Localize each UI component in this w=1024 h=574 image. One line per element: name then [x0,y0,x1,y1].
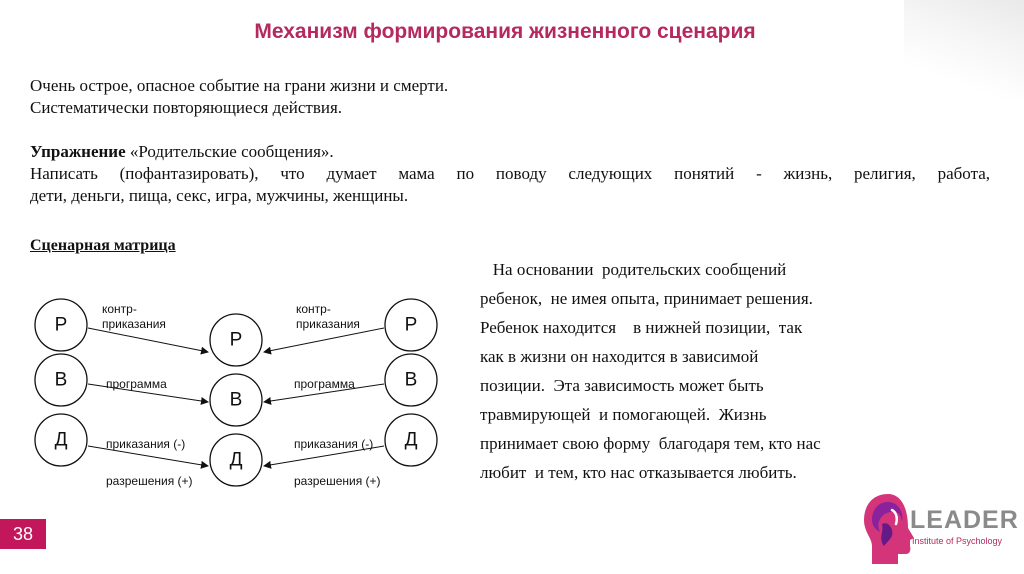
head-silhouette-icon [858,488,918,568]
explanation-line: любит и тем, кто нас отказывается любить. [480,463,797,482]
right-counter-orders-2: приказания [296,317,360,331]
left-child-letter: Д [54,429,68,451]
left-counter-orders-1: контр- [102,302,137,316]
exercise-line [30,141,990,163]
matrix-heading: Сценарная матрица [30,237,176,254]
script-matrix-diagram [26,280,446,505]
center-adult-letter: В [229,389,243,411]
intro-text [30,75,990,207]
left-program-label: программа [106,377,167,391]
slide-title: Механизм формирования жизненного сценария [254,20,756,43]
center-parent-letter: Р [229,329,243,351]
right-orders-label: приказания (-) [294,437,374,451]
right-child-letter: Д [404,429,418,451]
task-line-2: дети, деньги, пища, секс, игра, мужчины, женщины. [30,186,409,205]
left-orders-label: приказания (-) [106,437,186,451]
explanation-line: позиции. Эта зависимость может быть [480,376,764,395]
page-number-badge: 38 [0,519,46,549]
task-line-1: Написать (пофантазировать), что думает мама по поводу следующих понятий - жизнь, религия, работа, [30,164,990,183]
explanation-line: травмирующей и помогающей. Жизнь [480,405,767,424]
explanation-text [480,255,900,487]
exercise-label: Упражнение [30,142,126,161]
exercise-name: «Родительские сообщения». [129,142,334,161]
left-adult-letter: В [54,369,68,391]
left-parent-letter: Р [54,314,68,336]
right-adult-letter: В [404,369,418,391]
arrow-left-parent [88,328,208,352]
left-counter-orders-2: приказания [102,317,166,331]
intro-line-1: Очень острое, опасное событие на грани жизни и смерти. [30,76,449,95]
right-counter-orders-1: контр- [296,302,331,316]
explanation-line: Ребенок находится в нижней позиции, так [480,318,803,337]
logo-wordmark: LEADER [910,506,1019,534]
intro-line-2: Систематически повторяющиеся действия. [30,98,343,117]
leader-logo [858,488,1018,568]
center-child-letter: Д [229,449,243,471]
explanation-line: На основании родительских сообщений [480,260,787,279]
explanation-line: ребенок, не имея опыта, принимает решения. [480,289,813,308]
logo-subtitle: Institute of Psychology [912,536,1003,546]
right-parent-letter: Р [404,314,418,336]
spacer [30,119,990,141]
left-permissions-label: разрешения (+) [106,474,193,488]
explanation-line: принимает свою форму благодаря тем, кто нас [480,434,821,453]
right-permissions-label: разрешения (+) [294,474,381,488]
arrow-right-parent [264,328,384,352]
explanation-line: как в жизни он находится в зависимой [480,347,759,366]
right-program-label: программа [294,377,355,391]
